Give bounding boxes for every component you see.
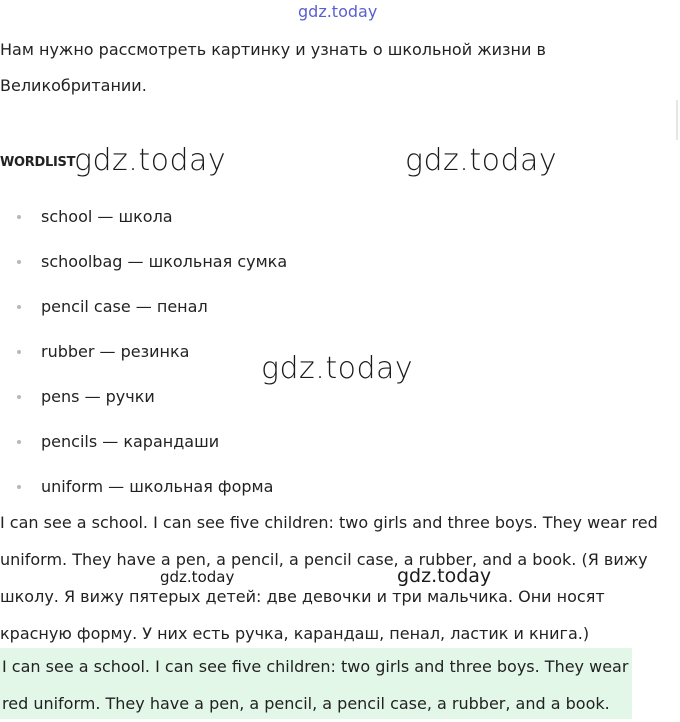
bullet-icon [17, 215, 21, 219]
wordlist-heading: WORDLIST [0, 155, 76, 170]
bullet-icon [17, 395, 21, 399]
list-item [0, 425, 287, 470]
list-item [0, 335, 287, 380]
watermark-top: gdz.today [298, 2, 378, 21]
bullet-icon [17, 305, 21, 309]
bullet-icon [17, 260, 21, 264]
list-item-text: school — школа [41, 207, 173, 226]
watermark-large: gdz.today [74, 143, 227, 178]
scrollbar-thumb[interactable] [676, 100, 678, 140]
watermark-large: gdz.today [261, 351, 414, 386]
description-paragraph: I can see a school. I can see five children: two girls and three boys. They wear red uniform. They have a pen, a pencil, a pencil case, a rubber, and a book. (Я вижу школу. Я вижу пятерых детей: две девочки и три мальчика. Они носят красную форму. У них есть ручка, карандаш, пенал, ластик и книга.) [0, 513, 658, 643]
list-item-text: rubber — резинка [41, 342, 190, 361]
watermark-small: gdz.today [397, 565, 492, 587]
list-item-text: schoolbag — школьная сумка [41, 252, 288, 271]
bullet-icon [17, 440, 21, 444]
intro-text: Нам нужно рассмотреть картинку и узнать о школьной жизни в Великобритании. [0, 40, 546, 95]
list-item [0, 380, 287, 425]
list-item-text: pencils — карандаши [41, 432, 220, 451]
answer-highlight: I can see a school. I can see five children: two girls and three boys. They wear red uniform. They have a pen, a pencil, a pencil case, a rubber, and a book. [0, 648, 632, 719]
list-item [0, 200, 287, 245]
bullet-icon [17, 485, 21, 489]
watermark-large: gdz.today [405, 143, 558, 178]
list-item-text: uniform — школьная форма [41, 477, 274, 496]
wordlist [0, 200, 287, 515]
bullet-icon [17, 350, 21, 354]
watermark-small: gdz.today [160, 568, 235, 586]
list-item [0, 290, 287, 335]
list-item [0, 245, 287, 290]
list-item-text: pens — ручки [41, 387, 155, 406]
list-item-text: pencil case — пенал [41, 297, 208, 316]
